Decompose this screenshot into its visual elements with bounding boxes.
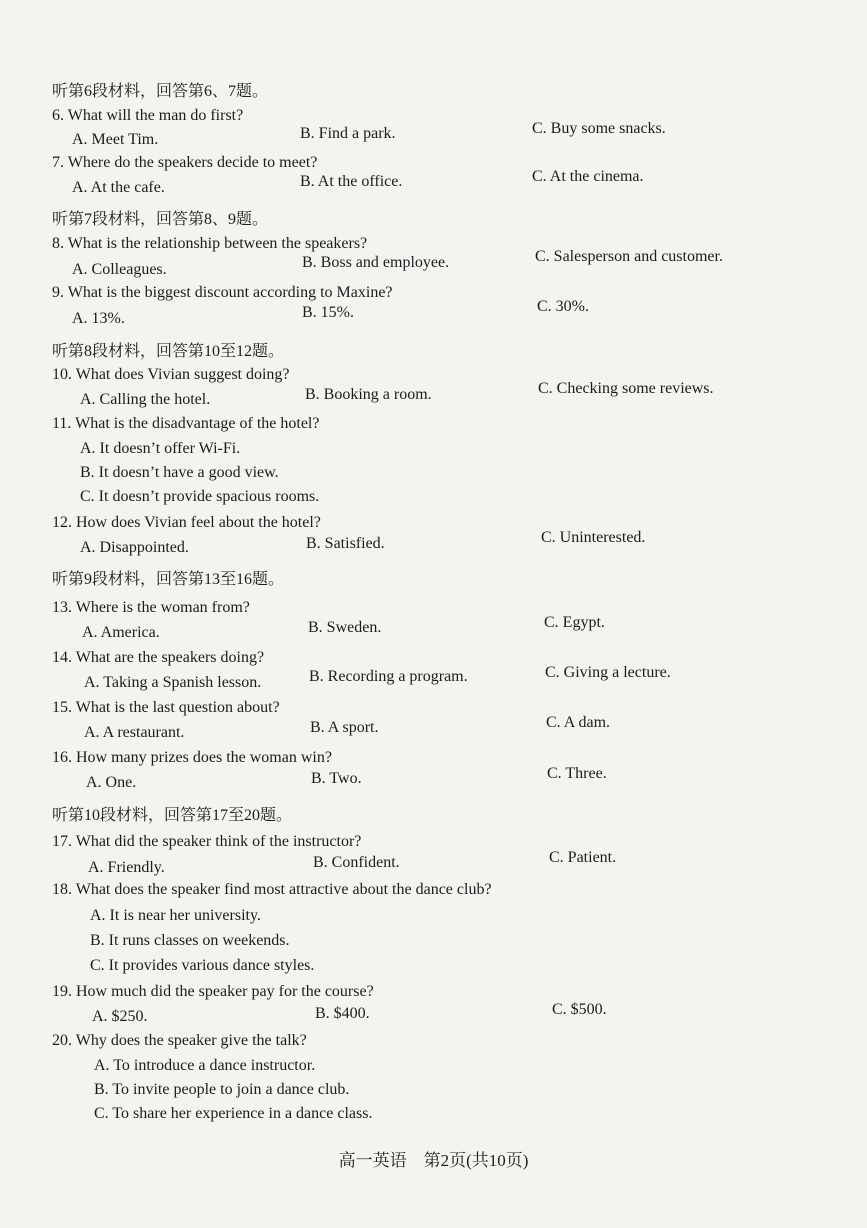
question-14: 14. What are the speakers doing? xyxy=(52,649,265,666)
section-heading: 听第7段材料，回答第8、9题。 xyxy=(52,211,269,228)
option-8b: B. Boss and employee. xyxy=(302,254,450,271)
option-7a: A. At the cafe. xyxy=(72,179,165,196)
question-11: 11. What is the disadvantage of the hotel? xyxy=(52,415,320,432)
question-15: 15. What is the last question about? xyxy=(52,699,280,716)
option-12b: B. Satisfied. xyxy=(306,535,385,552)
option-16c: C. Three. xyxy=(547,765,607,782)
option-7b: B. At the office. xyxy=(300,173,403,190)
question-13: 13. Where is the woman from? xyxy=(52,599,250,616)
option-14b: B. Recording a program. xyxy=(309,668,468,685)
option-9b: B. 15%. xyxy=(302,304,354,321)
question-9: 9. What is the biggest discount according to Maxine? xyxy=(52,284,393,301)
option-17c: C. Patient. xyxy=(549,849,617,866)
option-16a: A. One. xyxy=(86,774,137,791)
option-18a: A. It is near her university. xyxy=(90,907,261,924)
question-16: 16. How many prizes does the woman win? xyxy=(52,749,332,766)
option-11a: A. It doesn’t offer Wi-Fi. xyxy=(80,440,241,457)
option-15a: A. A restaurant. xyxy=(84,724,185,741)
option-8c: C. Salesperson and customer. xyxy=(535,248,723,265)
option-20b: B. To invite people to join a dance club. xyxy=(94,1081,350,1098)
option-6a: A. Meet Tim. xyxy=(72,131,159,148)
option-13a: A. America. xyxy=(82,624,160,641)
option-16b: B. Two. xyxy=(311,770,362,787)
section-heading: 听第8段材料，回答第10至12题。 xyxy=(52,343,285,360)
option-13b: B. Sweden. xyxy=(308,619,382,636)
option-14c: C. Giving a lecture. xyxy=(545,664,671,681)
option-8a: A. Colleagues. xyxy=(72,261,167,278)
question-20: 20. Why does the speaker give the talk? xyxy=(52,1032,307,1049)
option-18c: C. It provides various dance styles. xyxy=(90,957,315,974)
option-14a: A. Taking a Spanish lesson. xyxy=(84,674,262,691)
option-6c: C. Buy some snacks. xyxy=(532,120,666,137)
option-9c: C. 30%. xyxy=(537,298,589,315)
section-heading: 听第10段材料，回答第17至20题。 xyxy=(52,807,293,824)
option-10b: B. Booking a room. xyxy=(305,386,432,403)
option-18b: B. It runs classes on weekends. xyxy=(90,932,290,949)
option-10a: A. Calling the hotel. xyxy=(80,391,211,408)
option-11c: C. It doesn’t provide spacious rooms. xyxy=(80,488,320,505)
option-9a: A. 13%. xyxy=(72,310,125,327)
question-7: 7. Where do the speakers decide to meet? xyxy=(52,154,318,171)
option-19b: B. $400. xyxy=(315,1005,370,1022)
option-20a: A. To introduce a dance instructor. xyxy=(94,1057,316,1074)
option-19c: C. $500. xyxy=(552,1001,607,1018)
question-6: 6. What will the man do first? xyxy=(52,107,244,124)
question-19: 19. How much did the speaker pay for the course? xyxy=(52,983,374,1000)
option-7c: C. At the cinema. xyxy=(532,168,644,185)
question-10: 10. What does Vivian suggest doing? xyxy=(52,366,290,383)
option-13c: C. Egypt. xyxy=(544,614,605,631)
option-6b: B. Find a park. xyxy=(300,125,396,142)
option-17a: A. Friendly. xyxy=(88,859,165,876)
option-17b: B. Confident. xyxy=(313,854,400,871)
page-footer: 高一英语 第2页(共10页) xyxy=(338,1151,529,1170)
question-8: 8. What is the relationship between the speakers? xyxy=(52,235,368,252)
option-10c: C. Checking some reviews. xyxy=(538,380,714,397)
section-heading: 听第6段材料，回答第6、7题。 xyxy=(52,83,269,100)
option-12c: C. Uninterested. xyxy=(541,529,646,546)
question-17: 17. What did the speaker think of the instructor? xyxy=(52,833,362,850)
question-18: 18. What does the speaker find most attractive about the dance club? xyxy=(52,881,492,898)
option-11b: B. It doesn’t have a good view. xyxy=(80,464,279,481)
option-15b: B. A sport. xyxy=(310,719,379,736)
option-19a: A. $250. xyxy=(92,1008,148,1025)
section-heading: 听第9段材料，回答第13至16题。 xyxy=(52,571,285,588)
option-20c: C. To share her experience in a dance class. xyxy=(94,1105,373,1122)
question-12: 12. How does Vivian feel about the hotel? xyxy=(52,514,321,531)
option-15c: C. A dam. xyxy=(546,714,611,731)
option-12a: A. Disappointed. xyxy=(80,539,189,556)
